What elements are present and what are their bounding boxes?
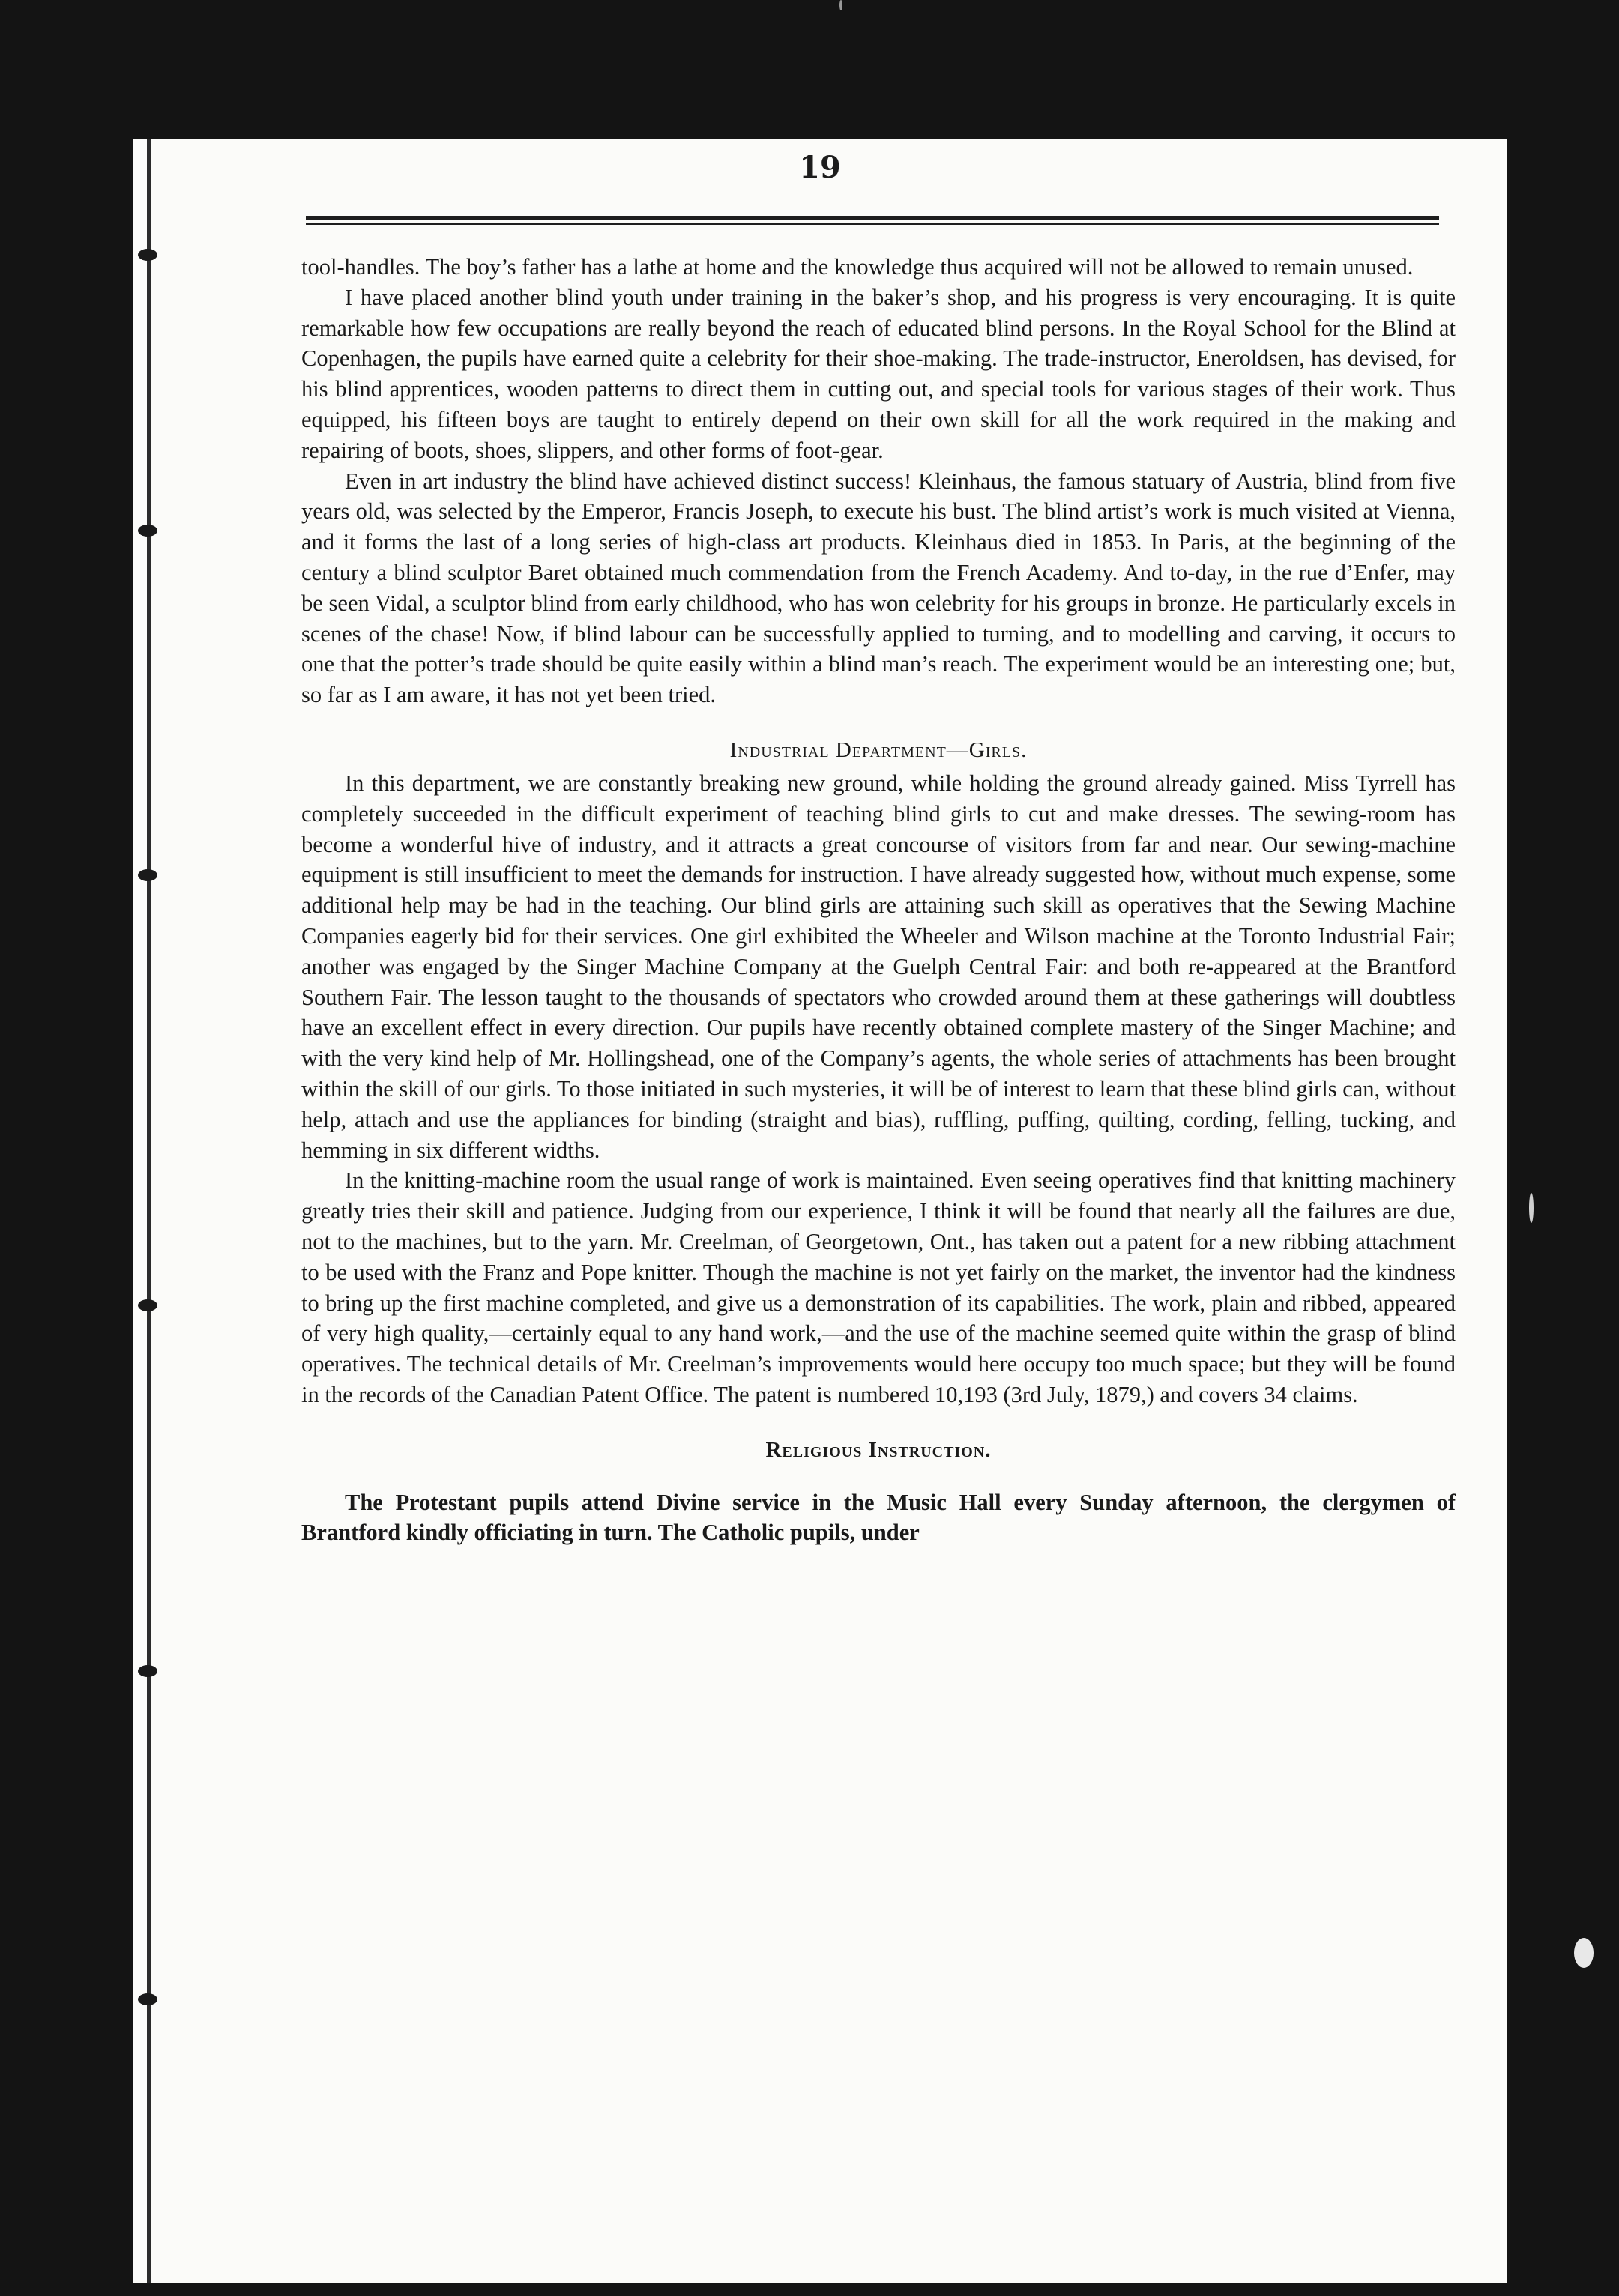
paragraph-sewing: In this department, we are constantly breaking new ground, while holding the ground already gained. Miss Tyrrell has completely succeeded in the difficult experiment of teaching blind girls to cut and make dresses. The sewing-room has become a wonderful hive of industry, and it attracts a great concourse of visitors from far and near. Our sewing-machine equipment is still insufficient to meet the demands for instruction. I have already suggested how, without much expense, some additional help may be had in the teaching. Our blind girls are attaining such skill as operatives that the Sewing Machine Companies eagerly bid for their services. One girl exhibited the Wheeler and Wilson machine at the Toronto Industrial Fair; another was engaged by the Singer Machine Company at the Guelph Central Fair: and both re-appeared at the Brantford Southern Fair. The lesson taught to the thousands of spectators who crowded around them at these gatherings will doubtless have an excellent effect in every direction. Our pupils have recently obtained complete mastery of the Singer Machine; and with the very kind help of Mr. Hollingshead, one of the Company’s agents, the whole series of attachments has been brought within the skill of our girls. To those initiated in such mysteries, it will be of interest to learn that these blind girls can, without help, attach and use the appliances for binding (straight and bias), ruffling, puffing, quilting, cording, felling, tucking, and hemming in six different widths. [301,770,1456,1163]
binding-stitch [138,1993,157,2005]
paragraph-art-industry: Even in art industry the blind have achieved distinct success! Kleinhaus, the famous statuary of Austria, blind from five years old, was selected by the Emperor, Francis Joseph, to execute his bust. The blind artist’s work is much visited at Vienna, and it forms the last of a long series of high-class art products. Kleinhaus died in 1853. In Paris, at the beginning of the century a blind sculptor Baret obtained much commendation from the French Academy. And to-day, in the rue d’Enfer, may be seen Vidal, a sculptor blind from early childhood, who has won celebrity for his groups in bronze. He particularly excels in scenes of the chase! Now, if blind labour can be successfully applied to turning, and to modelling and carving, it occurs to one that the potter’s trade should be quite easily within a blind man’s reach. The experiment would be an interesting one; but, so far as I am aware, it has not yet been tried. [301,468,1456,708]
section-heading-religious: Religious Instruction. [765,1437,992,1462]
document-page [133,139,1507,2283]
paragraph-baker-shop: I have placed another blind youth under training in the baker’s shop, and his progress is very encouraging. It is quite remarkable how few occupations are really beyond the reach of educated blind persons. In the Royal School for the Blind at Copenhagen, the pupils have earned quite a celebrity for their shoe-making. The trade-instructor, Eneroldsen, has devised, for his blind apprentices, wooden patterns to direct them in cutting out, and special tools for various stages of their work. Thus equipped, his fifteen boys are taught to entirely depend on their own skill for all the work required in the making and repairing of boots, shoes, slippers, and other forms of foot-gear. [301,284,1456,463]
scan-speck [1529,1193,1534,1223]
paragraph-religious: The Protestant pupils attend Divine service in the Music Hall every Sunday afternoon, the clergymen of Brantford kindly officiating in turn. The Catholic pupils, under [301,1489,1456,1546]
binding-spine [147,139,151,2283]
paragraph-continued: tool-handles. The boy’s father has a lathe at home and the knowledge thus acquired will not be allowed to remain unused. [301,254,1414,280]
section-heading-industrial-girls: Industrial Department—Girls. [729,737,1028,762]
header-rule-thin [306,223,1439,225]
binding-stitch [138,869,157,881]
scan-speck [1574,1938,1594,1968]
header-rule-thick [306,216,1439,220]
binding-stitch [138,525,157,537]
page-number: 19 [799,150,841,185]
scan-speck [839,0,842,10]
paragraph-knitting: In the knitting-machine room the usual range of work is maintained. Even seeing operatives find that knitting machinery greatly tries their skill and patience. Judging from our experience, I think it will be found that nearly all the failures are due, not to the machines, but to the yarn. Mr. Creelman, of Georgetown, Ont., has taken out a patent for a new ribbing attachment to be used with the Franz and Pope knitter. Though the machine is not yet fairly on the market, the inventor had the kindness to bring up the first machine completed, and give us a demonstration of its capabilities. The work, plain and ribbed, appeared of very high quality,—certainly equal to any hand work,—and the use of the machine seemed quite within the grasp of blind operatives. The technical details of Mr. Creelman’s improvements would here occupy too much space; but they will be found in the records of the Canadian Patent Office. The patent is numbered 10,193 (3rd July, 1879,) and covers 34 claims. [301,1167,1456,1407]
binding-stitch [138,1665,157,1677]
body-text [301,252,1456,1548]
binding-stitch [138,1299,157,1311]
binding-stitch [138,249,157,261]
